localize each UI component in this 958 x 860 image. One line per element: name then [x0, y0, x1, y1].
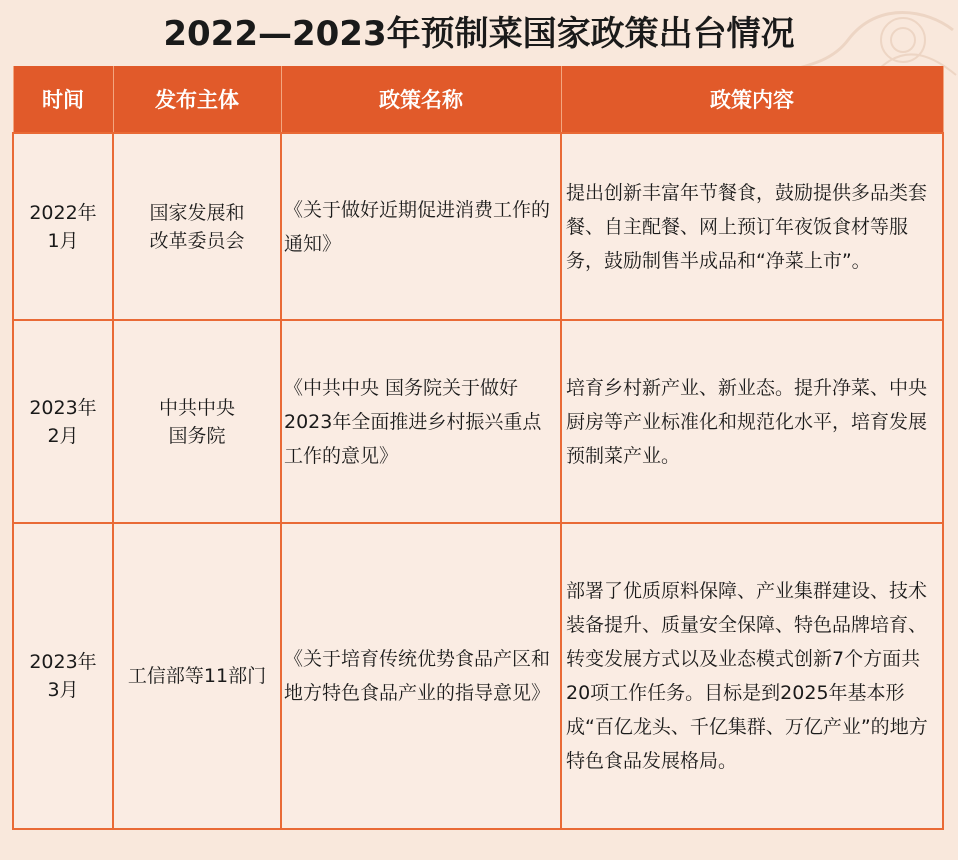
cell-issuer [113, 523, 281, 829]
cell-policy-name: 《中共中央 国务院关于做好2023年全面推进乡村振兴重点工作的意见》 [281, 320, 561, 523]
cell-issuer [113, 320, 281, 523]
issuer-line: 中共中央 [158, 396, 235, 419]
cell-time [13, 133, 113, 320]
cell-policy-content: 提出创新丰富年节餐食，鼓励提供多品类套餐、自主配餐、网上预订年夜饭食材等服务，鼓励制售半成品和“净菜上市”。 [561, 133, 943, 320]
table-header-row [13, 66, 943, 133]
time-year: 2022年 [29, 201, 97, 224]
policy-table-container [12, 66, 942, 830]
cell-time [13, 523, 113, 829]
cell-policy-name: 《关于做好近期促进消费工作的通知》 [281, 133, 561, 320]
table-row [13, 320, 943, 523]
time-month: 3月 [47, 679, 79, 701]
table-row [13, 133, 943, 320]
header-policy-name: 政策名称 [281, 66, 561, 133]
cell-policy-content: 部署了优质原料保障、产业集群建设、技术装备提升、质量安全保障、特色品牌培育、转变发展方式以及业态模式创新7个方面共20项工作任务。目标是到2025年基本形成“百亿龙头、千亿集群、万亿产业”的地方特色食品发展格局。 [561, 523, 943, 829]
time-year: 2023年 [29, 396, 97, 419]
header-time: 时间 [13, 66, 113, 133]
issuer-line: 国家发展和 [149, 201, 245, 224]
time-month: 2月 [47, 424, 79, 447]
cell-issuer [113, 133, 281, 320]
header-policy-content: 政策内容 [561, 66, 943, 133]
issuer-line: 改革委员会 [149, 229, 245, 252]
time-month: 1月 [47, 229, 79, 252]
cell-policy-name: 《关于培育传统优势食品产区和地方特色食品产业的指导意见》 [281, 523, 561, 829]
issuer-line: 国务院 [168, 424, 226, 447]
cell-policy-content: 培育乡村新产业、新业态。提升净菜、中央厨房等产业标准化和规范化水平，培育发展预制菜产业。 [561, 320, 943, 523]
time-year: 2023年 [29, 651, 97, 673]
table-row [13, 523, 943, 829]
cell-time [13, 320, 113, 523]
policy-table [12, 66, 944, 830]
page-title: 2022—2023年预制菜国家政策出台情况 [163, 14, 795, 54]
header-issuer: 发布主体 [113, 66, 281, 133]
issuer-line: 工信部等11部门 [127, 665, 267, 687]
